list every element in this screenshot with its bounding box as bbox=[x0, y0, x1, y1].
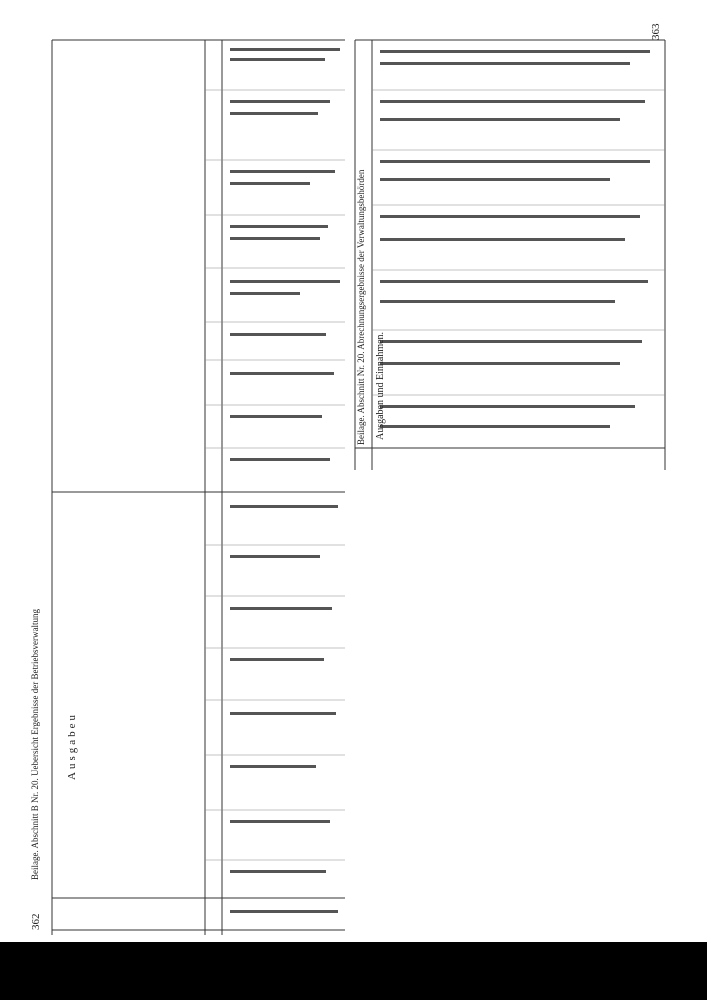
left-running-head: Beilage. Abschnitt B Nr. 20. Uebersicht Ergebnisse der Betriebsverwaltung bbox=[30, 608, 40, 880]
left-column-head: Ausgabeu bbox=[66, 712, 78, 780]
scan-bottom-band bbox=[0, 942, 707, 1000]
right-column-head: Ausgaben und Einnahmen. bbox=[375, 331, 386, 440]
right-running-head: Beilage. Abschnitt Nr. 20. Abrechnungsergebnisse der Verwaltungsbehörden bbox=[356, 169, 366, 445]
watermark-strip bbox=[688, 6, 702, 936]
left-page-number: 362 bbox=[30, 913, 42, 930]
right-page-number: 363 bbox=[650, 23, 662, 40]
